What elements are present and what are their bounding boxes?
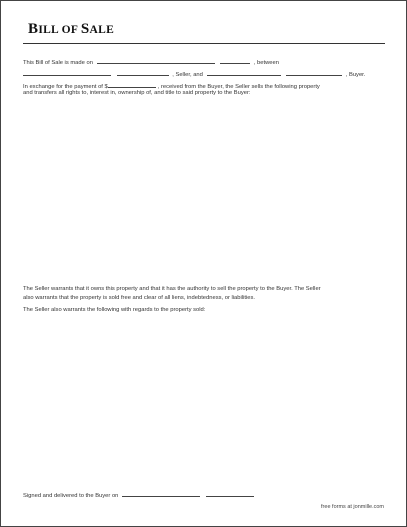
payment-line-prefix: In exchange for the payment of $ [23, 84, 108, 90]
warranty-line-1 [23, 286, 321, 293]
seller-name-blank[interactable] [23, 70, 111, 76]
transfer-line-text: and transfers all rights to, interest in, ownership of, and title to said property to the Buyer: [23, 90, 251, 96]
date-line-suffix: , between [253, 60, 279, 66]
signed-date-blank-2[interactable] [206, 491, 254, 497]
date-blank[interactable] [97, 58, 215, 64]
date-blank-2[interactable] [220, 58, 250, 64]
parties-line [23, 70, 365, 79]
signed-line [23, 491, 256, 500]
title-divider [23, 43, 385, 44]
footer-brand: free forms at jonmille.com [321, 504, 384, 510]
parties-line-suffix: , Buyer. [345, 72, 366, 78]
parties-line-mid: , Seller, and [172, 72, 203, 78]
payment-amount-blank[interactable] [108, 82, 156, 88]
date-line-prefix: This Bill of Sale is made on [23, 60, 93, 66]
buyer-name-blank[interactable] [207, 70, 281, 76]
document-title [28, 21, 114, 38]
warranty-line-3 [23, 307, 205, 314]
seller-name-blank-2[interactable] [117, 70, 169, 76]
signed-date-blank[interactable] [122, 491, 200, 497]
title-initial-s: S [80, 21, 90, 37]
warranty-line-2-text: also warrants that the property is sold free and clear of all liens, indebtedness, or liabilities. [23, 295, 255, 301]
title-part-2: ALE [89, 24, 115, 36]
signed-line-prefix: Signed and delivered to the Buyer on [23, 493, 119, 499]
payment-line-suffix: , received from the Buyer, the Seller sells the following property [157, 84, 320, 90]
title-part-1: ILL OF [38, 24, 81, 36]
warranty-line-1-text: The Seller warrants that it owns this property and that it has the authority to sell the property to the Buyer. The Seller [23, 286, 321, 292]
warranty-line-2 [23, 295, 255, 302]
transfer-line [23, 90, 251, 97]
date-line [23, 58, 279, 67]
buyer-name-blank-2[interactable] [286, 70, 342, 76]
warranty-line-3-text: The Seller also warrants the following with regards to the property sold: [23, 307, 206, 313]
title-initial-b: B [28, 21, 39, 37]
